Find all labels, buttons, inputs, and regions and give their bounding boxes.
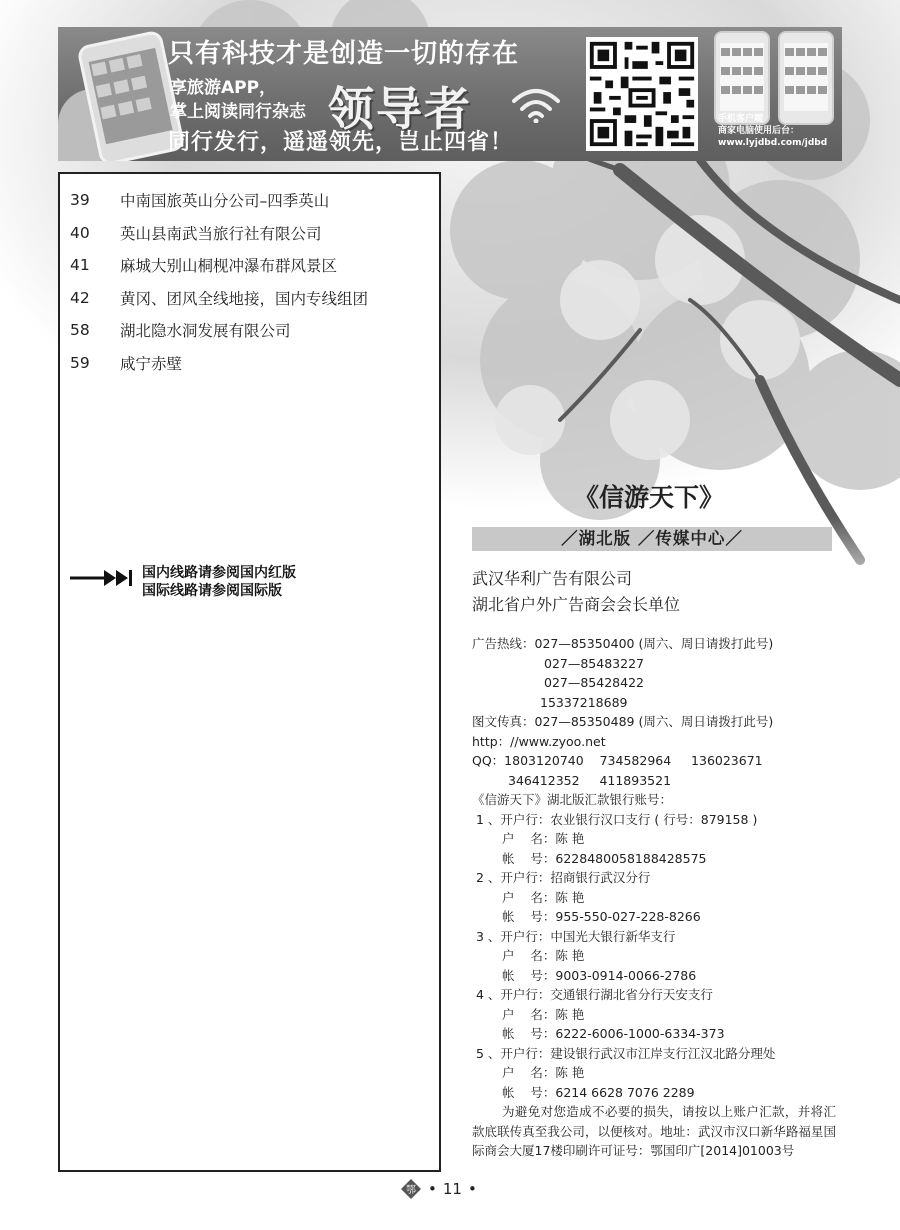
list-item bbox=[70, 184, 368, 217]
page-footer: 鄂 • 11 • bbox=[400, 1178, 477, 1200]
hotline-4: 15337218689 bbox=[540, 694, 628, 710]
bank-2-account: 帐 号：955-550-027-228-8266 bbox=[502, 909, 701, 924]
bank-3-head: 3 、开户行：中国光大银行新华支行 bbox=[476, 928, 676, 944]
page-number: 42 bbox=[70, 288, 90, 307]
banner-leader-text: 领导者 bbox=[328, 82, 472, 136]
wifi-icon bbox=[508, 83, 564, 123]
svg-text:鄂: 鄂 bbox=[406, 1185, 416, 1196]
list-item bbox=[70, 217, 368, 250]
list-item bbox=[70, 282, 368, 315]
app-screenshots bbox=[710, 31, 838, 117]
bank-1-head: 1 、开户行：农业银行汉口支行 ( 行号：879158 ) bbox=[476, 811, 758, 827]
company-name: 武汉华利广告有限公司 bbox=[472, 569, 633, 588]
item-name: 湖北隐水洞发展有限公司 bbox=[120, 322, 291, 341]
website-link[interactable]: http：//www.zyoo.net bbox=[472, 733, 606, 749]
hotline: 广告热线：027—85350400 (周六、周日请拨打此号) bbox=[472, 636, 774, 651]
page-number: 41 bbox=[70, 256, 90, 275]
magazine-title: 《信游天下》 bbox=[574, 483, 725, 512]
bank-5-holder: 户 名：陈 艳 bbox=[502, 1065, 585, 1080]
bank-5-account: 帐 号：6214 6628 7076 2289 bbox=[502, 1084, 695, 1100]
list-item bbox=[70, 314, 368, 347]
item-name: 中南国旅英山分公司–四季英山 bbox=[120, 192, 330, 211]
page-number: 59 bbox=[70, 353, 90, 372]
bank-3-holder: 户 名：陈 艳 bbox=[502, 948, 585, 963]
fax: 图文传真：027—85350489 (周六、周日请拨打此号) bbox=[472, 714, 774, 729]
edition-bar: ／湖北版 ／传媒中心／ bbox=[472, 527, 832, 551]
bank-3-account: 帐 号：9003-0914-0066-2786 bbox=[502, 967, 697, 983]
page-number: 39 bbox=[70, 191, 90, 210]
banner-slogan: 同行发行，遥遥领先，岂止四省！ bbox=[168, 130, 514, 155]
bank-2-holder: 户 名：陈 艳 bbox=[502, 889, 585, 905]
hotline-3: 027—85428422 bbox=[544, 675, 644, 690]
bank-2-head: 2 、开户行：招商银行武汉分行 bbox=[476, 870, 651, 885]
banner-title: 只有科技才是创造一切的存在 bbox=[168, 39, 520, 69]
page-number: 40 bbox=[70, 223, 90, 242]
app-banner-ad[interactable] bbox=[58, 27, 842, 161]
hotline-2: 027—85483227 bbox=[544, 655, 644, 671]
route-note bbox=[70, 564, 296, 600]
banner-app-url[interactable]: www.lyjdbd.com/jdbd bbox=[718, 138, 828, 148]
company-role: 湖北省户外广告商会会长单位 bbox=[472, 595, 681, 614]
contact-info bbox=[472, 634, 836, 1161]
index-list bbox=[70, 184, 368, 379]
banner-subtitle-2: 掌上阅读同行杂志 bbox=[170, 102, 306, 122]
bank-intro: 《信游天下》湖北版汇款银行账号： bbox=[472, 792, 673, 807]
item-name: 咸宁赤壁 bbox=[120, 354, 183, 373]
bank-5-head: 5 、开户行：建设银行武汉市江岸支行江汉北路分理处 bbox=[476, 1045, 776, 1061]
bank-1-holder: 户 名：陈 艳 bbox=[502, 831, 585, 846]
item-name: 黄冈、团风全线地接，国内专线组团 bbox=[120, 289, 369, 308]
notice-paragraph: 为避免对您造成不必要的损失，请按以上账户汇款，并将汇款底联传真至我公司，以便核对。地址：武汉市汉口新华路福星国际商会大厦17楼印刷许可证号：鄂国印广[2014]01003号 bbox=[472, 1104, 836, 1158]
item-name: 英山县南武当旅行社有限公司 bbox=[120, 224, 322, 243]
qr-code-icon[interactable] bbox=[586, 37, 698, 151]
qq-line-1: QQ：1803120740 734582964 136023671 bbox=[472, 753, 763, 768]
banner-app-note: 手机客户端 商家电脑使用后台： www.lyjdbd.com/jdbd bbox=[718, 114, 828, 148]
qq-line-2: 346412352 411893521 bbox=[508, 772, 672, 788]
list-item bbox=[70, 249, 368, 282]
banner-subtitle-1: 享旅游APP， bbox=[170, 78, 277, 98]
index-box bbox=[58, 172, 441, 1172]
route-note-domestic: 国内线路请参阅国内红版 bbox=[142, 565, 296, 581]
company-block bbox=[472, 566, 680, 618]
list-item bbox=[70, 347, 368, 380]
bank-4-head: 4 、开户行：交通银行湖北省分行天安支行 bbox=[476, 987, 713, 1002]
bank-1-account: 帐 号：6228480058188428575 bbox=[502, 850, 707, 866]
province-mark-icon bbox=[400, 1178, 422, 1200]
page-number: 58 bbox=[70, 321, 90, 340]
arrow-right-icon bbox=[70, 568, 136, 588]
item-name: 麻城大别山桐枧冲瀑布群风景区 bbox=[120, 257, 338, 276]
page-number: 11 bbox=[442, 1180, 462, 1198]
bank-4-holder: 户 名：陈 艳 bbox=[502, 1006, 585, 1022]
bank-4-account: 帐 号：6222-6006-1000-6334-373 bbox=[502, 1026, 725, 1041]
route-note-international: 国际线路请参阅国际版 bbox=[142, 583, 282, 599]
